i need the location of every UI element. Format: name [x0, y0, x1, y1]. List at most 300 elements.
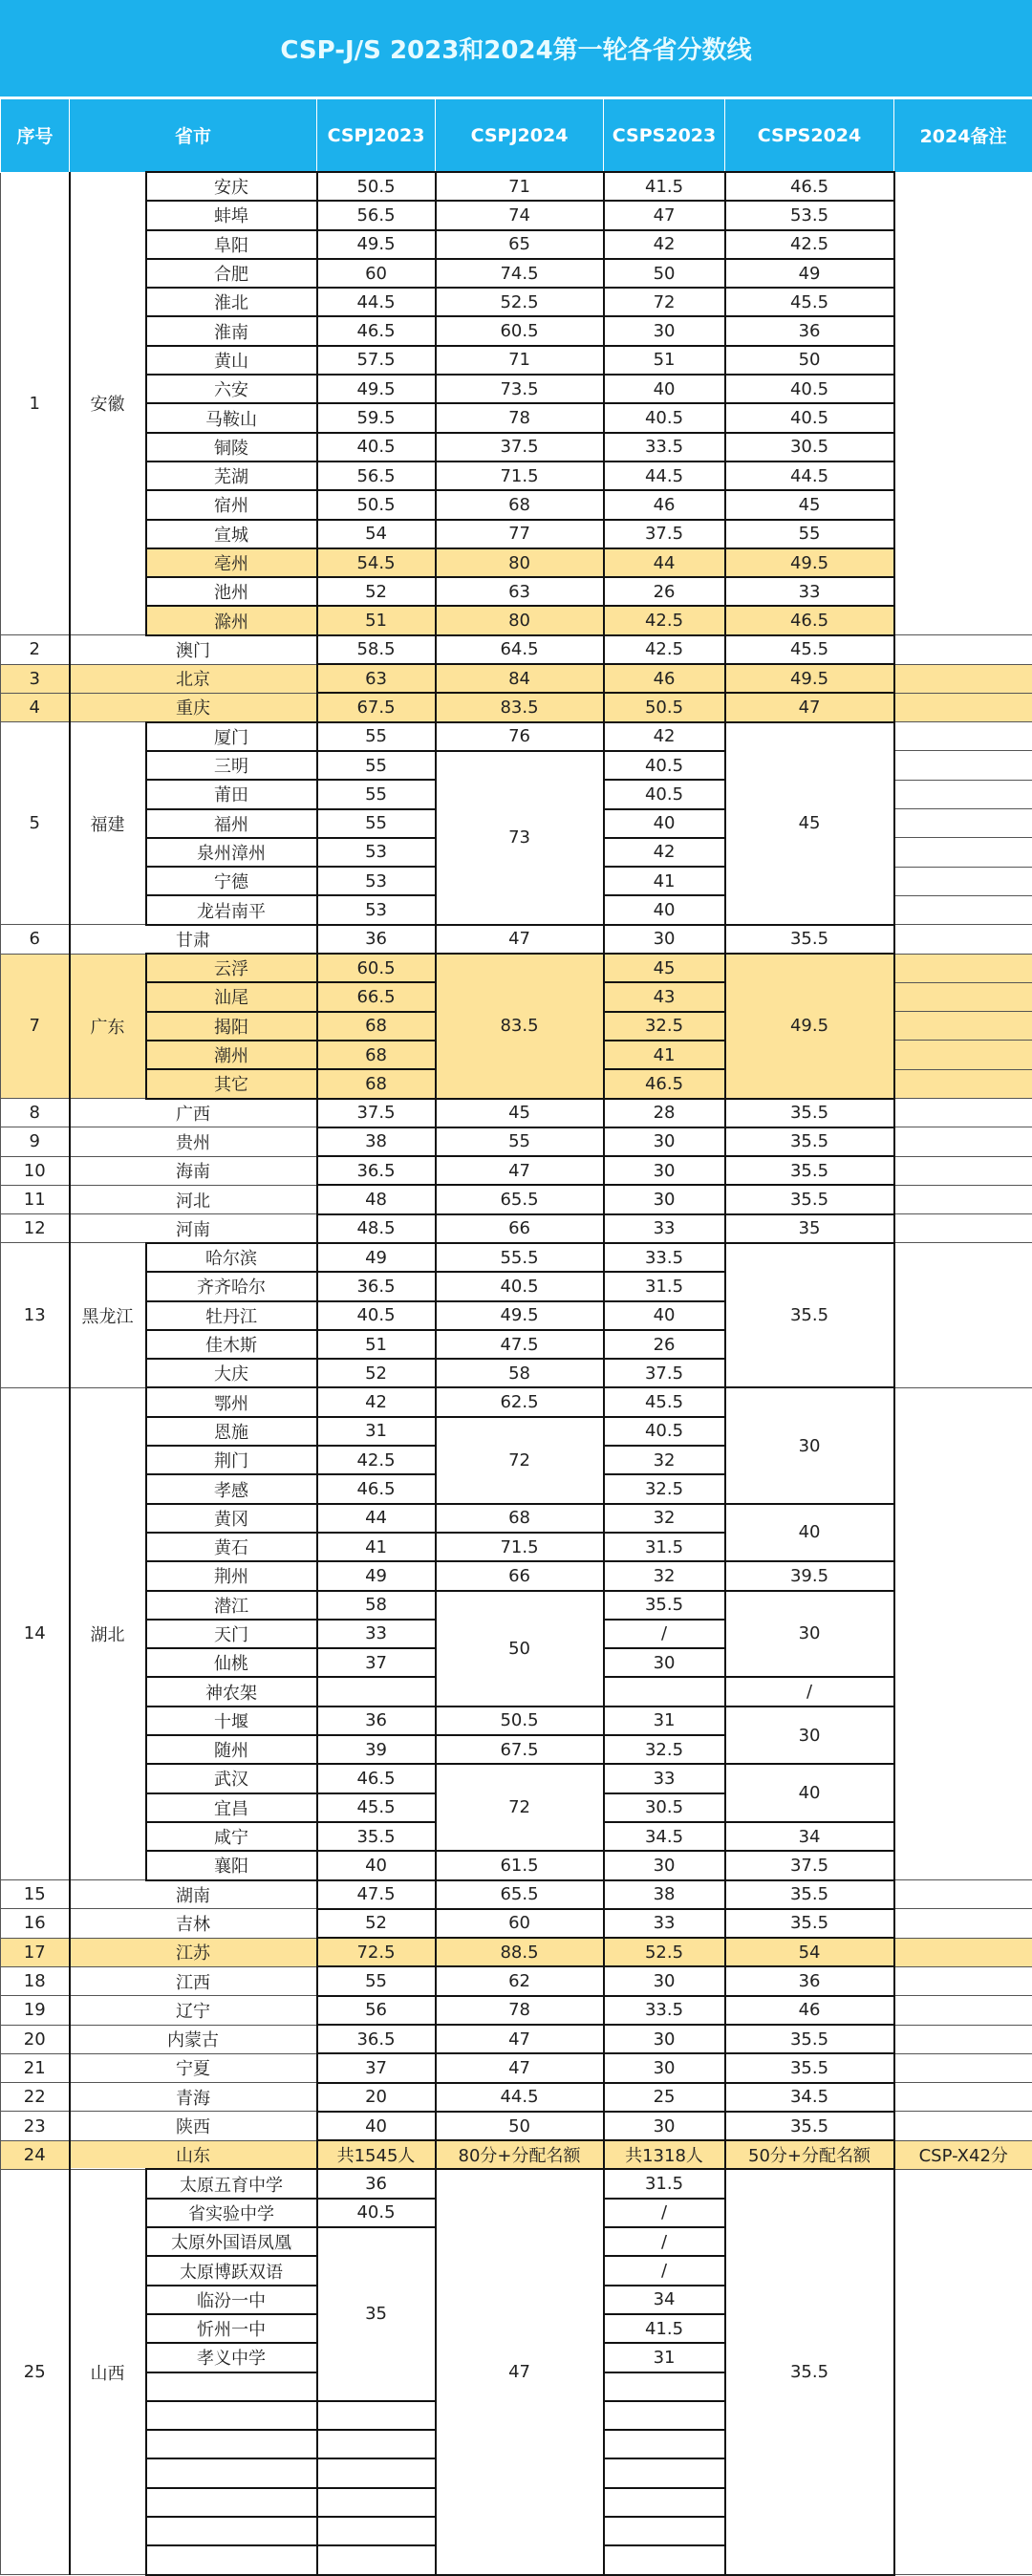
csps2023-cell: 31 — [604, 2343, 725, 2372]
csps2024-cell: 40.5 — [725, 375, 894, 403]
table-row — [1, 1909, 1032, 1938]
table-row — [1, 1707, 1032, 1735]
cspj2024-cell: 44.5 — [436, 2083, 604, 2112]
csps2023-cell: 37.5 — [604, 520, 725, 548]
cspj2023-cell: 67.5 — [317, 693, 436, 721]
cspj2024-cell: 73.5 — [436, 375, 604, 403]
table-row — [1, 1504, 1032, 1533]
cspj2023-cell: 44 — [317, 1504, 436, 1533]
csps2024-cell: 35.5 — [725, 1185, 894, 1213]
csps2024-cell: 30 — [725, 1707, 894, 1765]
cspj2023-cell: 35 — [317, 2227, 436, 2401]
province-cell: 北京 — [70, 664, 317, 693]
csps2023-cell: 32 — [604, 1504, 725, 1533]
csps2023-cell — [604, 2430, 725, 2458]
csps2024-cell: 30.5 — [725, 433, 894, 462]
cspj2023-cell: 55 — [317, 751, 436, 780]
note-cell — [894, 1156, 1032, 1185]
city-cell: 合肥 — [146, 259, 317, 288]
city-cell: 厦门 — [146, 722, 317, 751]
table-row — [1, 2083, 1032, 2112]
table-row — [1, 664, 1032, 693]
city-cell: 池州 — [146, 577, 317, 606]
header-cspj2024: CSPJ2024 — [436, 99, 604, 173]
csps2023-cell: 30 — [604, 1648, 725, 1677]
note-cell — [894, 1127, 1032, 1156]
csps2024-cell: 37.5 — [725, 1851, 894, 1879]
table-row — [1, 1185, 1032, 1213]
cspj2024-cell: 71.5 — [436, 462, 604, 490]
cspj2023-cell: 51 — [317, 1330, 436, 1359]
note-cell — [894, 1243, 1032, 1387]
cspj2024-cell: 61.5 — [436, 1851, 604, 1879]
csps2023-cell: 33 — [604, 1764, 725, 1792]
cspj2024-cell: 73 — [436, 751, 604, 925]
csps2023-cell: 30.5 — [604, 1793, 725, 1822]
cspj2023-cell: 35.5 — [317, 1822, 436, 1851]
cspj2024-cell: 47 — [436, 2053, 604, 2082]
csps2023-cell: 51 — [604, 346, 725, 375]
table-row — [1, 490, 1032, 519]
province-cell: 山东 — [70, 2140, 317, 2169]
csps2023-cell: 26 — [604, 577, 725, 606]
csps2024-cell: 30 — [725, 1387, 894, 1503]
cspj2024-cell: 60.5 — [436, 316, 604, 345]
row-index-cell: 15 — [1, 1880, 70, 1909]
csps2023-cell: 40.5 — [604, 751, 725, 780]
row-index-cell: 5 — [1, 722, 70, 925]
csps2023-cell: 共1318人 — [604, 2140, 725, 2169]
csps2023-cell: 40.5 — [604, 1417, 725, 1446]
table-row — [1, 316, 1032, 345]
note-cell — [894, 1185, 1032, 1213]
cspj2024-cell: 65.5 — [436, 1880, 604, 1909]
city-cell: 芜湖 — [146, 462, 317, 490]
cspj2024-cell: 50 — [436, 2112, 604, 2140]
city-cell: 荆州 — [146, 1561, 317, 1590]
cspj2024-cell: 68 — [436, 1504, 604, 1533]
city-cell — [146, 2372, 317, 2401]
table-row — [1, 2169, 1032, 2198]
cspj2023-cell: 53 — [317, 867, 436, 895]
cspj2023-cell: 47.5 — [317, 1880, 436, 1909]
cspj2023-cell: 46.5 — [317, 1764, 436, 1792]
csps2023-cell: 52.5 — [604, 1938, 725, 1966]
csps2024-cell: 50 — [725, 346, 894, 375]
row-index-cell: 13 — [1, 1243, 70, 1387]
cspj2023-cell: 59.5 — [317, 403, 436, 432]
cspj2024-cell: 74 — [436, 201, 604, 229]
city-cell: 宣城 — [146, 520, 317, 548]
cspj2024-cell: 83.5 — [436, 954, 604, 1098]
table-row — [1, 2053, 1032, 2082]
note-cell — [894, 1996, 1032, 2025]
csps2023-cell: 32 — [604, 1446, 725, 1474]
cspj2023-cell: 50.5 — [317, 490, 436, 519]
cspj2024-cell: 60 — [436, 1909, 604, 1938]
cspj2023-cell: 37 — [317, 2053, 436, 2082]
row-index-cell: 17 — [1, 1938, 70, 1966]
csps2024-cell: 40 — [725, 1504, 894, 1562]
note-cell: CSP-X42分 — [894, 2140, 1032, 2169]
cspj2024-cell: 62 — [436, 1966, 604, 1995]
csps2023-cell: 44 — [604, 548, 725, 577]
csps2024-cell: 36 — [725, 1966, 894, 1995]
cspj2023-cell: 49.5 — [317, 230, 436, 259]
table-row — [1, 1099, 1032, 1127]
csps2023-cell — [604, 2401, 725, 2430]
csps2024-cell: 36 — [725, 316, 894, 345]
cspj2023-cell — [317, 2401, 436, 2430]
cspj2023-cell — [317, 2488, 436, 2517]
cspj2023-cell: 55 — [317, 1966, 436, 1995]
note-cell — [894, 693, 1032, 721]
cspj2023-cell: 42 — [317, 1387, 436, 1416]
csps2024-cell: 35.5 — [725, 1099, 894, 1127]
csps2024-cell: 44.5 — [725, 462, 894, 490]
city-cell: 潮州 — [146, 1041, 317, 1069]
note-cell — [894, 172, 1032, 635]
cspj2023-cell: 56.5 — [317, 462, 436, 490]
cspj2024-cell: 66 — [436, 1214, 604, 1243]
csps2023-cell: 26 — [604, 1330, 725, 1359]
row-index-cell: 12 — [1, 1214, 70, 1243]
csps2024-cell: 55 — [725, 520, 894, 548]
city-cell: 黄冈 — [146, 1504, 317, 1533]
note-cell — [894, 635, 1032, 664]
cspj2024-cell: 80 — [436, 606, 604, 634]
table-row — [1, 201, 1032, 229]
note-cell — [894, 1966, 1032, 1995]
csps2023-cell: 41 — [604, 1041, 725, 1069]
note-cell — [894, 867, 1032, 895]
cspj2024-cell: 37.5 — [436, 433, 604, 462]
province-cell: 贵州 — [70, 1127, 317, 1156]
cspj2024-cell: 80分+分配名额 — [436, 2140, 604, 2169]
header-csps2024: CSPS2024 — [725, 99, 894, 173]
csps2024-cell: 47 — [725, 693, 894, 721]
cspj2023-cell: 63 — [317, 664, 436, 693]
province-cell: 湖南 — [70, 1880, 317, 1909]
csps2023-cell: / — [604, 2256, 725, 2285]
csps2023-cell: 50.5 — [604, 693, 725, 721]
city-cell: 荆门 — [146, 1446, 317, 1474]
table-row — [1, 693, 1032, 721]
csps2024-cell: 30 — [725, 1591, 894, 1678]
cspj2023-cell: 36 — [317, 1707, 436, 1735]
csps2023-cell: 41 — [604, 867, 725, 895]
csps2023-cell: 50 — [604, 259, 725, 288]
note-cell — [894, 895, 1032, 924]
table-row — [1, 1127, 1032, 1156]
csps2024-cell: 35.5 — [725, 2053, 894, 2082]
csps2023-cell: 32 — [604, 1561, 725, 1590]
city-cell: 宿州 — [146, 490, 317, 519]
csps2023-cell: 30 — [604, 2025, 725, 2053]
csps2024-cell: 49.5 — [725, 664, 894, 693]
note-cell — [894, 1214, 1032, 1243]
csps2024-cell: 35.5 — [725, 2169, 894, 2574]
csps2024-cell: 35.5 — [725, 1127, 894, 1156]
cspj2024-cell: 78 — [436, 403, 604, 432]
note-cell — [894, 809, 1032, 838]
city-cell: 淮南 — [146, 316, 317, 345]
csps2024-cell: 34 — [725, 1822, 894, 1851]
city-cell: 其它 — [146, 1069, 317, 1098]
city-cell: 临汾一中 — [146, 2286, 317, 2314]
cspj2024-cell: 66 — [436, 1561, 604, 1590]
table-row — [1, 577, 1032, 606]
province-cell: 江西 — [70, 1966, 317, 1995]
csps2024-cell: 35 — [725, 1214, 894, 1243]
cspj2024-cell: 45 — [436, 1099, 604, 1127]
cspj2023-cell — [317, 1677, 436, 1706]
csps2023-cell: 30 — [604, 1851, 725, 1879]
cspj2023-cell: 40 — [317, 2112, 436, 2140]
csps2023-cell: 40 — [604, 809, 725, 838]
city-cell: 武汉 — [146, 1764, 317, 1792]
row-index-cell: 25 — [1, 2169, 70, 2574]
csps2023-cell: / — [604, 2227, 725, 2256]
csps2023-cell: 31.5 — [604, 1533, 725, 1561]
cspj2024-cell: 77 — [436, 520, 604, 548]
note-cell — [894, 1012, 1032, 1041]
cspj2024-cell: 47 — [436, 1156, 604, 1185]
cspj2023-cell: 41 — [317, 1533, 436, 1561]
table-row — [1, 520, 1032, 548]
city-cell: 神农架 — [146, 1677, 317, 1706]
table-row — [1, 259, 1032, 288]
csps2023-cell: 45.5 — [604, 1387, 725, 1416]
cspj2023-cell: 42.5 — [317, 1446, 436, 1474]
note-cell — [894, 2053, 1032, 2082]
city-cell: 省实验中学 — [146, 2199, 317, 2227]
cspj2023-cell: 72.5 — [317, 1938, 436, 1966]
cspj2023-cell: 54 — [317, 520, 436, 548]
csps2023-cell: 31 — [604, 1707, 725, 1735]
csps2023-cell — [604, 2458, 725, 2487]
table-row — [1, 1214, 1032, 1243]
csps2023-cell: 30 — [604, 2053, 725, 2082]
cspj2024-cell: 47.5 — [436, 1330, 604, 1359]
csps2023-cell: 38 — [604, 1880, 725, 1909]
table-row — [1, 635, 1032, 664]
city-cell: 汕尾 — [146, 982, 317, 1011]
cspj2023-cell: 58 — [317, 1591, 436, 1620]
row-index-cell: 7 — [1, 954, 70, 1098]
cspj2023-cell: 36.5 — [317, 2025, 436, 2053]
cspj2023-cell — [317, 2545, 436, 2574]
city-cell: 六安 — [146, 375, 317, 403]
row-index-cell: 2 — [1, 635, 70, 664]
row-index-cell: 10 — [1, 1156, 70, 1185]
table-row — [1, 2140, 1032, 2169]
city-cell: 太原博跃双语 — [146, 2256, 317, 2285]
csps2023-cell: 40 — [604, 375, 725, 403]
csps2023-cell: 33.5 — [604, 433, 725, 462]
city-cell: 福州 — [146, 809, 317, 838]
row-index-cell: 3 — [1, 664, 70, 693]
csps2023-cell — [604, 2517, 725, 2545]
csps2023-cell: 32.5 — [604, 1735, 725, 1764]
table-row — [1, 346, 1032, 375]
cspj2024-cell: 63 — [436, 577, 604, 606]
csps2023-cell: 40.5 — [604, 403, 725, 432]
csps2024-cell: 49 — [725, 259, 894, 288]
cspj2023-cell: 40.5 — [317, 2199, 436, 2227]
csps2023-cell: 37.5 — [604, 1359, 725, 1387]
city-cell: 孝感 — [146, 1474, 317, 1503]
table-row — [1, 1387, 1032, 1416]
csps2023-cell: 44.5 — [604, 462, 725, 490]
cspj2024-cell: 47 — [436, 925, 604, 954]
csps2024-cell: 46.5 — [725, 172, 894, 201]
province-cell: 辽宁 — [70, 1996, 317, 2025]
table-row — [1, 1880, 1032, 1909]
cspj2023-cell: 53 — [317, 838, 436, 867]
csps2023-cell: 35.5 — [604, 1591, 725, 1620]
cspj2024-cell: 64.5 — [436, 635, 604, 664]
city-cell: 云浮 — [146, 954, 317, 982]
table-row — [1, 288, 1032, 316]
cspj2023-cell: 68 — [317, 1041, 436, 1069]
csps2023-cell: 41.5 — [604, 172, 725, 201]
cspj2023-cell: 68 — [317, 1012, 436, 1041]
csps2024-cell: 34.5 — [725, 2083, 894, 2112]
csps2023-cell: 34 — [604, 2286, 725, 2314]
note-cell — [894, 982, 1032, 1011]
csps2023-cell: 31.5 — [604, 2169, 725, 2198]
csps2023-cell: 42 — [604, 838, 725, 867]
cspj2024-cell: 68 — [436, 490, 604, 519]
province-cell: 重庆 — [70, 693, 317, 721]
csps2023-cell: 30 — [604, 1966, 725, 1995]
table-row — [1, 172, 1032, 201]
city-cell: 咸宁 — [146, 1822, 317, 1851]
csps2024-cell: 35.5 — [725, 2025, 894, 2053]
province-cell: 广西 — [70, 1099, 317, 1127]
table-row — [1, 433, 1032, 462]
table-row — [1, 1561, 1032, 1590]
province-cell: 福建 — [70, 722, 146, 925]
csps2023-cell: 33 — [604, 1214, 725, 1243]
city-cell: 泉州漳州 — [146, 838, 317, 867]
cspj2023-cell: 40.5 — [317, 433, 436, 462]
table-row — [1, 548, 1032, 577]
cspj2024-cell: 72 — [436, 1417, 604, 1504]
cspj2023-cell: 52 — [317, 1909, 436, 1938]
province-cell: 山西 — [70, 2169, 146, 2574]
table-row — [1, 462, 1032, 490]
province-cell: 海南 — [70, 1156, 317, 1185]
row-index-cell: 16 — [1, 1909, 70, 1938]
note-cell — [894, 2112, 1032, 2140]
city-cell: 三明 — [146, 751, 317, 780]
table-row — [1, 1938, 1032, 1966]
csps2024-cell: / — [725, 1677, 894, 1706]
row-index-cell: 18 — [1, 1966, 70, 1995]
table-body — [1, 172, 1032, 2575]
cspj2023-cell: 共1545人 — [317, 2140, 436, 2169]
header-index: 序号 — [1, 99, 70, 173]
note-cell — [894, 751, 1032, 780]
cspj2023-cell — [317, 2517, 436, 2545]
city-cell: 太原外国语凤凰 — [146, 2227, 317, 2256]
cspj2023-cell: 40.5 — [317, 1301, 436, 1330]
csps2023-cell — [604, 2488, 725, 2517]
csps2024-cell: 46.5 — [725, 606, 894, 634]
province-cell: 吉林 — [70, 1909, 317, 1938]
city-cell — [146, 2545, 317, 2574]
city-cell: 黄石 — [146, 1533, 317, 1561]
csps2023-cell: 45 — [604, 954, 725, 982]
csps2023-cell: 46 — [604, 664, 725, 693]
cspj2023-cell: 50.5 — [317, 172, 436, 201]
city-cell: 孝义中学 — [146, 2343, 317, 2372]
csps2024-cell: 49.5 — [725, 548, 894, 577]
cspj2023-cell: 49.5 — [317, 375, 436, 403]
cspj2023-cell: 52 — [317, 1359, 436, 1387]
city-cell: 龙岩南平 — [146, 895, 317, 924]
csps2023-cell: 25 — [604, 2083, 725, 2112]
cspj2024-cell: 62.5 — [436, 1387, 604, 1416]
csps2023-cell — [604, 1677, 725, 1706]
city-cell: 忻州一中 — [146, 2314, 317, 2343]
cspj2024-cell: 84 — [436, 664, 604, 693]
csps2023-cell: 41.5 — [604, 2314, 725, 2343]
cspj2024-cell: 80 — [436, 548, 604, 577]
csps2023-cell: 40 — [604, 1301, 725, 1330]
csps2024-cell: 50分+分配名额 — [725, 2140, 894, 2169]
cspj2023-cell: 49 — [317, 1243, 436, 1272]
note-cell — [894, 1880, 1032, 1909]
province-cell: 河南 — [70, 1214, 317, 1243]
province-cell: 陕西 — [70, 2112, 317, 2140]
cspj2023-cell: 68 — [317, 1069, 436, 1098]
csps2023-cell: 34.5 — [604, 1822, 725, 1851]
cspj2024-cell: 78 — [436, 1996, 604, 2025]
note-cell — [894, 1387, 1032, 1879]
city-cell: 十堰 — [146, 1707, 317, 1735]
cspj2023-cell: 51 — [317, 606, 436, 634]
city-cell: 宜昌 — [146, 1793, 317, 1822]
row-index-cell: 24 — [1, 2140, 70, 2169]
city-cell: 铜陵 — [146, 433, 317, 462]
note-cell — [894, 954, 1032, 982]
csps2023-cell: 30 — [604, 316, 725, 345]
header-note-2024: 2024备注 — [894, 99, 1032, 173]
cspj2023-cell: 48.5 — [317, 1214, 436, 1243]
cspj2023-cell: 53 — [317, 895, 436, 924]
city-cell: 安庆 — [146, 172, 317, 201]
row-index-cell: 4 — [1, 693, 70, 721]
cspj2024-cell: 50.5 — [436, 1707, 604, 1735]
csps2024-cell: 46 — [725, 1996, 894, 2025]
header-csps2023: CSPS2023 — [604, 99, 725, 173]
cspj2023-cell: 48 — [317, 1185, 436, 1213]
province-cell: 青海 — [70, 2083, 317, 2112]
city-cell: 滁州 — [146, 606, 317, 634]
csps2024-cell: 40.5 — [725, 403, 894, 432]
cspj2024-cell: 83.5 — [436, 693, 604, 721]
cspj2023-cell: 66.5 — [317, 982, 436, 1011]
city-cell — [146, 2488, 317, 2517]
csps2024-cell: 35.5 — [725, 1156, 894, 1185]
cspj2024-cell: 50 — [436, 1591, 604, 1707]
row-index-cell: 14 — [1, 1387, 70, 1879]
province-cell: 广东 — [70, 954, 146, 1098]
city-cell: 马鞍山 — [146, 403, 317, 432]
